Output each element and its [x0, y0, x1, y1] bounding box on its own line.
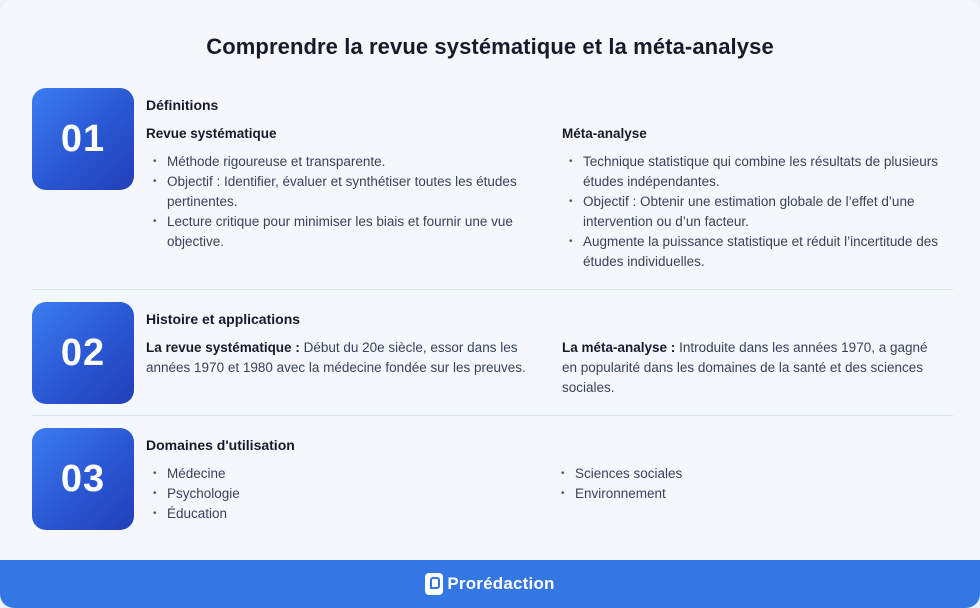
paragraph-lead: La revue systématique :	[146, 340, 300, 355]
bullet-list	[554, 464, 934, 504]
paragraph-lead: La méta-analyse :	[562, 340, 676, 355]
list-item: • Technique statistique qui combine les résultats de plusieurs études indépendantes.	[562, 152, 942, 192]
list-item: • Médecine	[146, 464, 526, 484]
brand-logo-icon	[425, 573, 443, 595]
section-number: 03	[32, 428, 134, 530]
bullet-list	[146, 464, 526, 524]
list-item: • Environnement	[554, 484, 934, 504]
list-item: • Objectif : Identifier, évaluer et synthétiser toutes les études pertinentes.	[146, 172, 526, 212]
section-histoire	[32, 302, 953, 406]
brand-name: Prorédaction	[447, 574, 555, 593]
list-item: • Sciences sociales	[554, 464, 934, 484]
list-item: • Méthode rigoureuse et transparente.	[146, 152, 526, 172]
list-item: • Objectif : Obtenir une estimation globale de l’effet d’une intervention ou d’un facteur.	[562, 192, 942, 232]
list-item: • Psychologie	[146, 484, 526, 504]
bullet-list	[146, 152, 526, 252]
paragraph-text: Début du 20e siècle, essor dans les années 1970 et 1980 avec la médecine fondée sur les preuves.	[146, 340, 526, 375]
column-domains-right	[554, 464, 934, 504]
column-meta-history	[562, 338, 942, 398]
bullet-list	[562, 152, 942, 272]
divider	[32, 415, 953, 416]
section-definitions	[32, 88, 953, 278]
column-revue-systematique	[146, 124, 526, 252]
list-item: • Augmente la puissance statistique et réduit l’incertitude des études individuelles.	[562, 232, 942, 272]
section-number: 01	[32, 88, 134, 190]
section-number: 02	[32, 302, 134, 404]
brand-logo[interactable]	[425, 573, 554, 595]
column-meta-analyse	[562, 124, 942, 272]
section-heading: Histoire et applications	[146, 311, 301, 327]
column-revue-history	[146, 338, 526, 378]
page-title: Comprendre la revue systématique et la méta-analyse	[206, 34, 774, 59]
list-item: • Éducation	[146, 504, 526, 524]
paragraph-text: Introduite dans les années 1970, a gagné en popularité dans les domaines de la santé et des sciences sociales.	[562, 340, 928, 395]
section-heading: Définitions	[146, 97, 219, 113]
column-subtitle: Méta-analyse	[562, 126, 647, 141]
section-domaines	[32, 428, 953, 532]
divider	[32, 289, 953, 290]
column-domains-left	[146, 464, 526, 524]
footer-bar	[0, 560, 980, 608]
column-subtitle: Revue systématique	[146, 126, 277, 141]
section-heading: Domaines d'utilisation	[146, 437, 295, 453]
list-item: • Lecture critique pour minimiser les biais et fournir une vue objective.	[146, 212, 526, 252]
